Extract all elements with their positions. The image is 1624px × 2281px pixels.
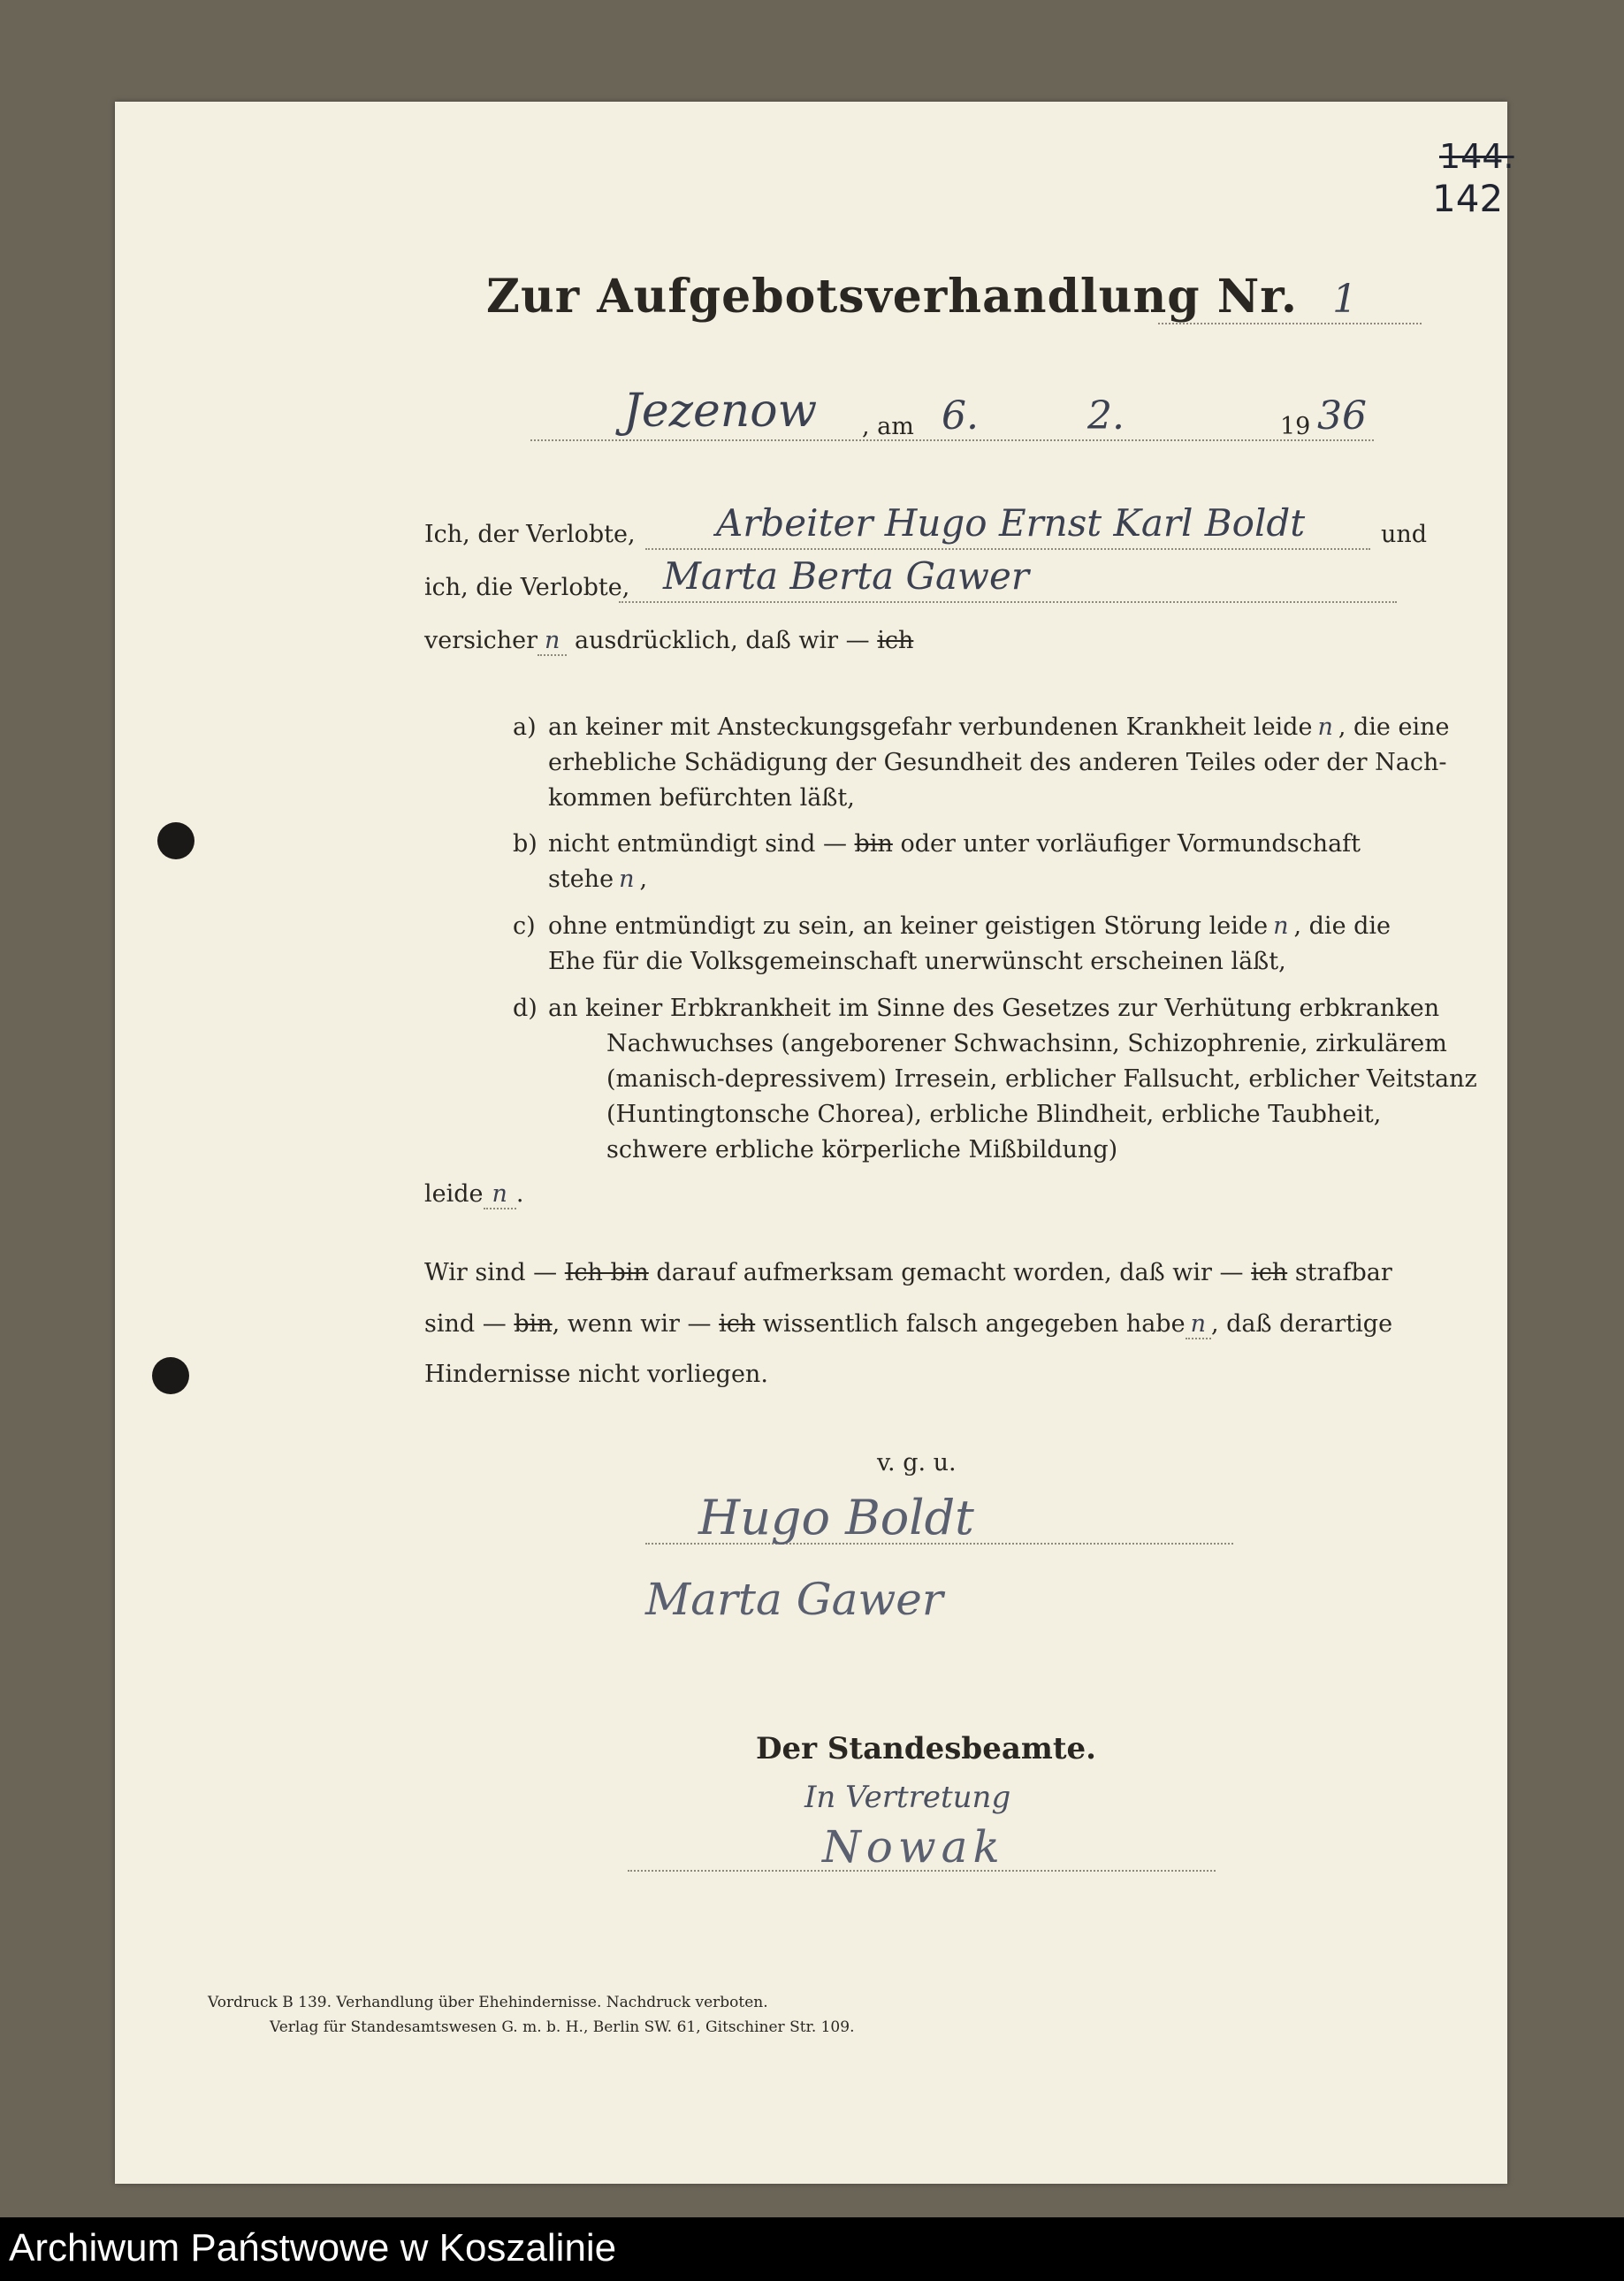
assurance-fill: n <box>538 627 567 656</box>
punch-hole-top <box>157 822 194 859</box>
item-b-text2b: , <box>639 866 648 893</box>
warning-l2a: sind — <box>424 1310 507 1338</box>
item-a-label: a) <box>513 713 537 741</box>
leide-text: leide <box>424 1180 484 1208</box>
groom-value: Arbeiter Hugo Ernst Karl Boldt <box>716 501 1306 545</box>
leide-line <box>424 1177 524 1212</box>
title-number-line <box>1158 323 1422 324</box>
print-info-line1: Vordruck B 139. Verhandlung über Ehehindernisse. Nachdruck verboten. <box>208 1994 768 2011</box>
item-a-text1b: , die eine <box>1338 713 1450 741</box>
page-number-new: 142 <box>1432 177 1504 220</box>
item-d-line3: (manisch-depressivem) Irresein, erblicher Fallsucht, erblicher Veitstanz <box>606 1065 1477 1093</box>
item-c-line1 <box>548 909 1391 944</box>
item-b-strike: bin <box>854 830 893 858</box>
signature-groom: Hugo Boldt <box>698 1490 974 1545</box>
title-prefix: Zur Aufgebotsverhandlung Nr. <box>486 270 1299 324</box>
assurance-line <box>424 623 913 659</box>
date-year-prefix: 19 <box>1280 413 1311 440</box>
archive-label: Archiwum Państwowe w Koszalinie <box>9 2226 617 2270</box>
item-a-text1: an keiner mit Ansteckungsgefahr verbundenen Krankheit leide <box>548 713 1313 741</box>
item-c-text1b: , die die <box>1293 912 1391 940</box>
groom-line <box>645 548 1370 550</box>
warning-l2-strike2: ich <box>719 1310 756 1338</box>
item-c-label: c) <box>513 912 536 940</box>
punch-hole-bottom <box>152 1357 189 1394</box>
assurance-strike: ich <box>877 627 914 654</box>
page-number-old: 144. <box>1439 137 1514 176</box>
am-label: , am <box>862 413 914 440</box>
bride-value: Marta Berta Gawer <box>663 554 1029 598</box>
warning-l2b: , wenn wir — <box>552 1310 712 1338</box>
item-d-line4: (Huntingtonsche Chorea), erbliche Blindheit, erbliche Taubheit, <box>606 1101 1382 1128</box>
warning-line1 <box>424 1255 1392 1291</box>
warning-l1-strike: Ich bin <box>564 1259 649 1286</box>
item-b-fill: n <box>619 866 635 893</box>
official-title: Der Standesbeamte. <box>756 1731 1097 1766</box>
official-note: In Vertretung <box>804 1780 1011 1815</box>
item-b-label: b) <box>513 830 538 858</box>
date-month: 2. <box>1087 393 1125 439</box>
warning-l2-strike: bin <box>514 1310 553 1338</box>
print-info-line2: Verlag für Standesamtswesen G. m. b. H., Berlin SW. 61, Gitschiner Str. 109. <box>270 2018 855 2036</box>
date-day: 6. <box>942 393 979 439</box>
item-a-line1 <box>548 710 1449 745</box>
official-signature-line <box>628 1870 1216 1872</box>
warning-l2d: , daß derartige <box>1210 1310 1393 1338</box>
warning-l1a: Wir sind — <box>424 1259 558 1286</box>
date-year-suffix: 36 <box>1317 393 1367 439</box>
vgu-label: v. g. u. <box>877 1449 957 1476</box>
item-d-line1: an keiner Erbkrankheit im Sinne des Gesetzes zur Verhütung erbkranken <box>548 995 1440 1022</box>
item-b-line2 <box>548 862 647 897</box>
item-a-fill: n <box>1317 713 1333 741</box>
bride-line <box>619 601 1397 603</box>
signature-bride: Marta Gawer <box>645 1574 943 1625</box>
assurance-middle: ausdrücklich, daß wir — <box>575 627 870 654</box>
warning-line3: Hindernisse nicht vorliegen. <box>424 1361 768 1388</box>
item-a-line2: erhebliche Schädigung der Gesundheit des anderen Teiles oder der Nach- <box>548 749 1447 776</box>
warning-l2-fill: n <box>1186 1310 1211 1339</box>
bride-label: ich, die Verlobte, <box>424 574 630 601</box>
item-a-line3: kommen befürchten läßt, <box>548 784 855 812</box>
assurance-prefix: versicher <box>424 627 538 654</box>
item-b-text2: stehe <box>548 866 614 893</box>
item-b-text1b: oder unter vorläufiger Vormundschaft <box>900 830 1361 858</box>
official-signature: Nowak <box>822 1821 1005 1873</box>
warning-l2c: wissentlich falsch angegeben habe <box>762 1310 1186 1338</box>
item-d-line5: schwere erbliche körperliche Mißbildung) <box>606 1136 1118 1163</box>
warning-l1b: darauf aufmerksam gemacht worden, daß wir — <box>656 1259 1244 1286</box>
groom-suffix: und <box>1381 521 1428 548</box>
item-c-text1: ohne entmündigt zu sein, an keiner geistigen Störung leide <box>548 912 1269 940</box>
item-b-text1: nicht entmündigt sind — <box>548 830 847 858</box>
leide-fill: n <box>484 1180 516 1209</box>
title-number: 1 <box>1332 277 1359 322</box>
warning-l1c: strafbar <box>1294 1259 1392 1286</box>
warning-l1-strike2: ich <box>1251 1259 1288 1286</box>
leide-end: . <box>515 1180 524 1208</box>
groom-label: Ich, der Verlobte, <box>424 521 636 548</box>
document-page <box>115 102 1514 2184</box>
item-c-line2: Ehe für die Volksgemeinschaft unerwünscht erscheinen läßt, <box>548 948 1286 975</box>
item-d-label: d) <box>513 995 538 1022</box>
item-d-line2: Nachwuchses (angeborener Schwachsinn, Schizophrenie, zirkulärem <box>606 1030 1447 1057</box>
item-b-line1 <box>548 827 1361 862</box>
form-title <box>486 270 1358 324</box>
item-c-fill: n <box>1273 912 1289 940</box>
place-value: Jezenow <box>623 385 818 438</box>
archive-footer <box>0 2217 1624 2281</box>
warning-line2 <box>424 1307 1392 1342</box>
